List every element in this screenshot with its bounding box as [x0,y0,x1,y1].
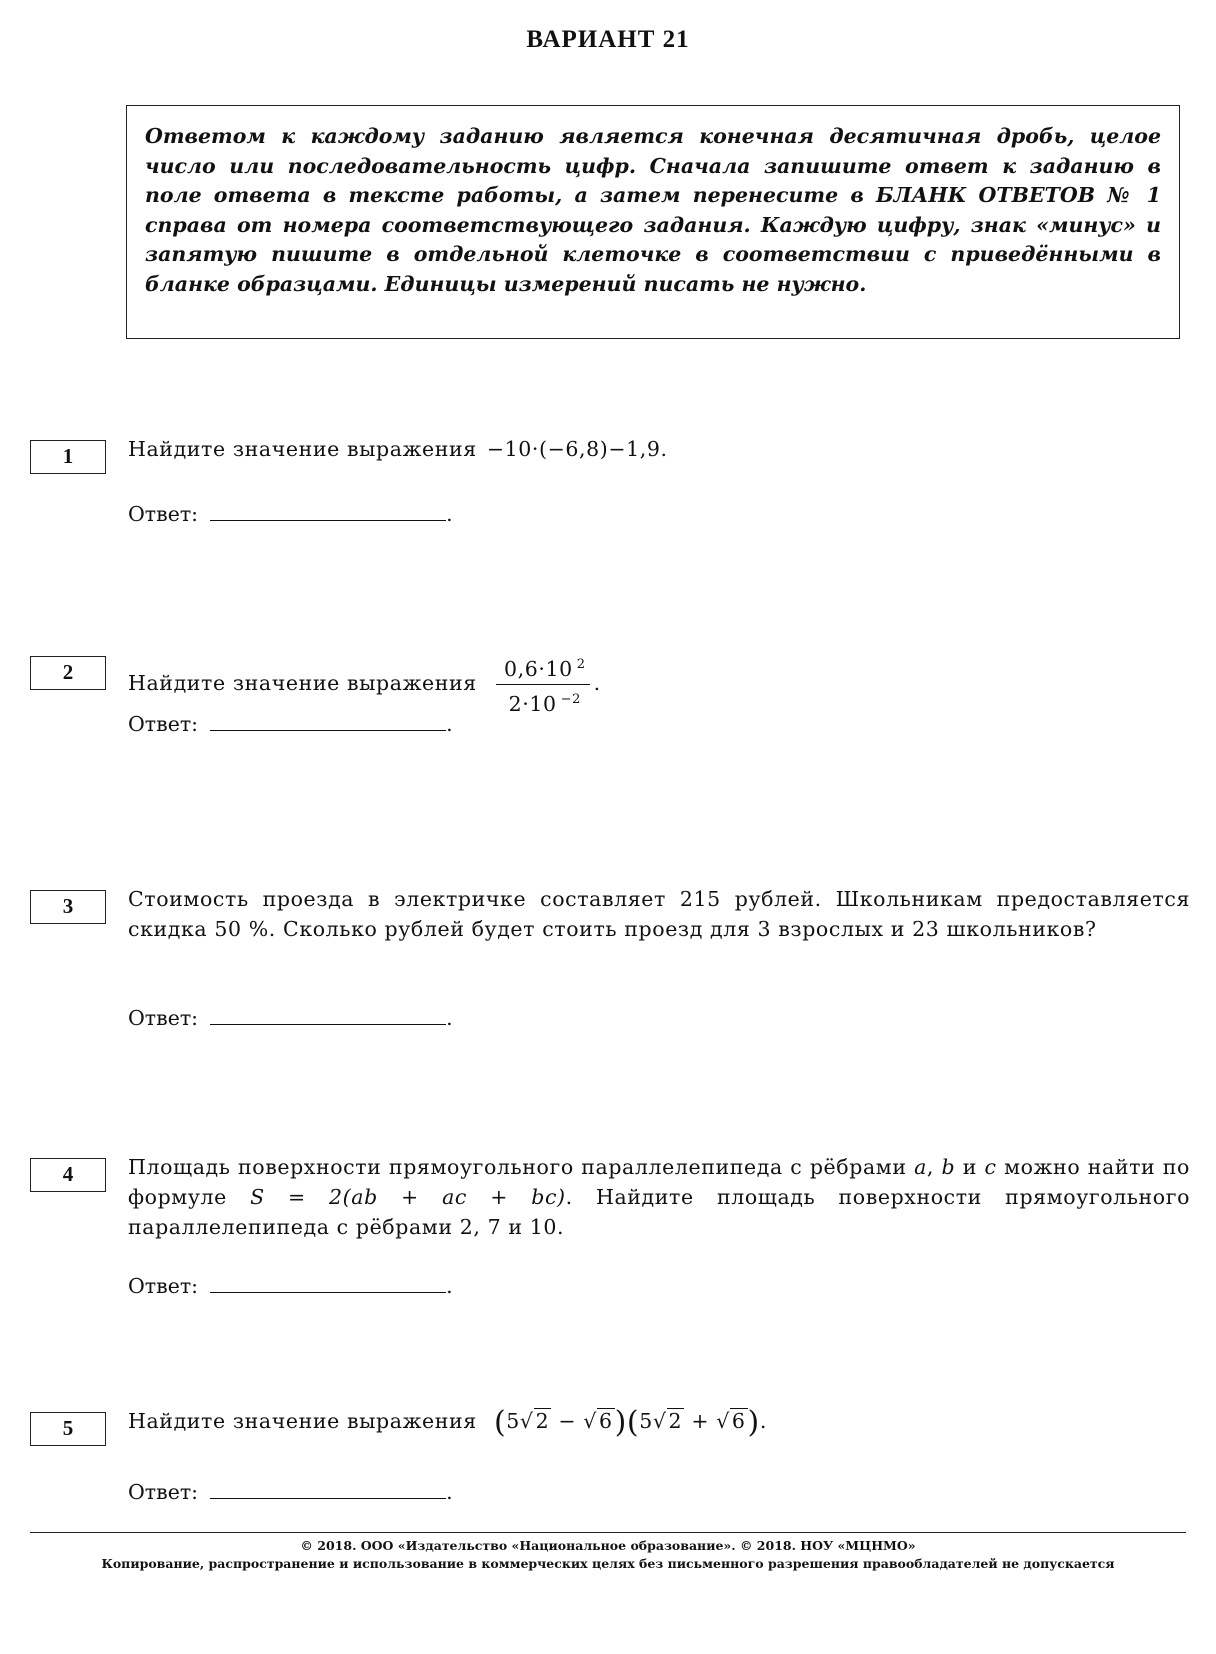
task-number-box: 1 [30,440,106,474]
task-number-box: 3 [30,890,106,924]
conjunction: и [962,1155,978,1179]
task-statement-c: . Найдите площадь поверхности прямоугольного параллелепипеда с рёбрами 2, 7 и 10. [128,1185,1191,1239]
denominator-exponent: −2 [560,691,581,707]
footer-copyright: © 2018. ООО «Издательство «Национальное образование». © 2018. НОУ «МЦНМО» [300,1538,916,1553]
answer-row: Ответ: . [128,712,453,736]
radicand: 6 [598,1409,613,1433]
fraction [496,650,590,719]
sqrt: √2 [652,1409,683,1433]
task-text: Площадь поверхности прямоугольного параллелепипеда с рёбрами a, b и c можно найти по формуле S = 2(ab + ac + bc). Найдите площадь поверхности прямоугольного параллелепипеда с рёбрами 2, 7 и 10. [128,1155,1191,1239]
answer-field[interactable] [210,1004,446,1025]
instructions-text: Ответом к каждому заданию является конечная десятичная дробь, целое число или последовательность цифр. Сначала запишите ответ к заданию в поле ответа в тексте работы, а затем перенесите в БЛАНК ОТВЕТОВ № 1 справа от номера соответствующего задания. Каждую цифру, знак «минус» и запятую пишите в отдельной клеточке в соответствии с приведёнными в бланке образцами. Единицы измерений писать не нужно. [145,124,1161,296]
formula: S = 2(ab + ac + bc) [250,1185,566,1209]
task-text: Стоимость проезда в электричке составляет 215 рублей. Школьникам предоставляется скидка 50 %. Сколько рублей будет стоить проезд для 3 взрослых и 23 школьников? [128,887,1190,941]
answer-label: Ответ: [128,712,199,736]
task-body [128,1152,1190,1242]
task-text [128,650,1190,719]
answer-row: Ответ: . [128,1480,453,1504]
fraction-denominator [496,685,590,719]
coef: 5 [639,1409,653,1433]
footer-notice: Копирование, распространение и использование в коммерческих целях без письменного разрешения правообладателей не допускается [101,1556,1115,1571]
answer-label: Ответ: [128,1006,199,1030]
instructions-box [126,105,1180,339]
answer-row: Ответ: . [128,502,453,526]
task-number-box: 2 [30,656,106,690]
sqrt: √2 [519,1409,550,1433]
answer-label: Ответ: [128,1480,199,1504]
task-statement: Найдите значение выражения [128,1409,477,1433]
task-body [128,650,1190,719]
footer-divider [30,1532,1186,1533]
radicand: 2 [535,1409,550,1433]
task-body [128,1406,1190,1438]
answer-row: Ответ: . [128,1274,453,1298]
variable-b: b [941,1155,956,1179]
answer-label: Ответ: [128,1274,199,1298]
numerator-exponent: 2 [576,657,586,672]
denominator-text: 2·10 [508,691,557,716]
task-expression: −10·(−6,8)−1,9. [486,437,668,461]
variable-a: a [914,1155,927,1179]
answer-field[interactable] [210,500,446,521]
task-statement-b: можно найти по формуле [128,1155,1190,1209]
task-expression: (5√2 − √6)(5√2 + √6). [493,1405,767,1440]
task-statement-a: Площадь поверхности прямоугольного параллелепипеда с рёбрами [128,1155,907,1179]
coef: 5 [506,1409,520,1433]
task-number-box: 4 [30,1158,106,1192]
answer-field[interactable] [210,710,446,731]
task-statement: Найдите значение выражения [128,437,477,461]
task-body [128,884,1190,944]
variable-c: c [984,1155,997,1179]
radicand: 2 [668,1409,683,1433]
fraction-numerator [496,650,590,685]
answer-row: Ответ: . [128,1006,453,1030]
expression-tail: . [759,1409,767,1433]
answer-field[interactable] [210,1478,446,1499]
task-text [128,1406,1190,1438]
numerator-text: 0,6·10 [503,656,573,681]
sqrt: √6 [583,1409,613,1433]
task-statement: Найдите значение выражения [128,670,477,695]
expression-tail: . [593,670,601,695]
answer-field[interactable] [210,1272,446,1293]
radicand: 6 [731,1409,746,1433]
task-number-box: 5 [30,1412,106,1446]
sqrt: √6 [716,1409,746,1433]
task-text [128,434,1190,464]
page-title: ВАРИАНТ 21 [526,26,690,53]
task-body [128,434,1190,464]
answer-label: Ответ: [128,502,199,526]
